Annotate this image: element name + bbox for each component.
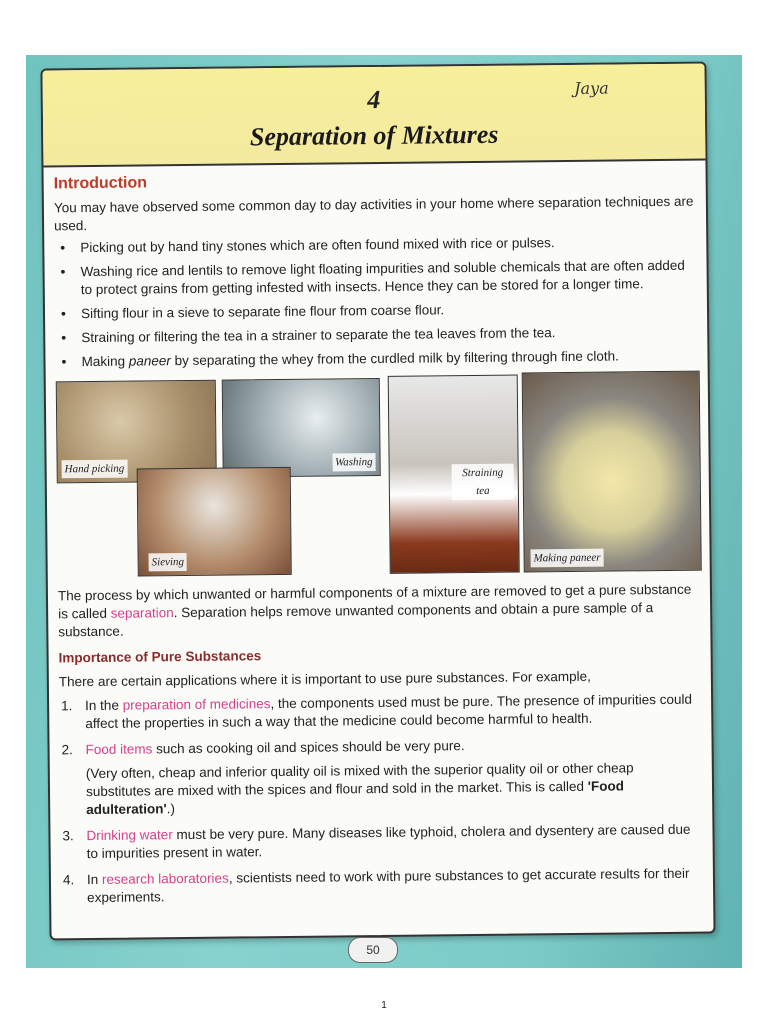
highlight-term: research laboratories <box>101 870 229 887</box>
text: In the <box>85 697 123 714</box>
paneer-term: paneer <box>128 353 171 369</box>
importance-heading: Importance of Pure Substances <box>58 648 262 666</box>
text: Making <box>81 353 129 370</box>
separation-definition <box>58 581 701 642</box>
item-number: 4. <box>62 872 75 888</box>
text: In <box>86 871 103 888</box>
text: (Very often, cheap and inferior quality oil is mixed with the superior quality oil or other cheap substitutes are mixed with the spices and flour and sold in the market. This is called <box>85 760 634 800</box>
photo-caption: Washing <box>332 453 376 471</box>
text: by separating the whey from the curdled milk by filtering through fine cloth. <box>170 348 619 369</box>
washing-photo <box>222 378 381 478</box>
text: , scientists need to work with pure substances to get accurate results for their experiments. <box>87 865 690 906</box>
photo-caption: Hand picking <box>62 460 128 479</box>
item-number: 3. <box>62 828 74 844</box>
list-item <box>59 735 702 820</box>
highlight-term: Food items <box>85 741 153 758</box>
food-adulteration-term: 'Food adulteration' <box>86 778 625 818</box>
text: . Separation helps remove unwanted components and obtain a pure sample of a substance. <box>58 600 654 640</box>
list-item <box>55 347 697 372</box>
chapter-title: Separation of Mixtures <box>249 119 499 152</box>
photo-caption: Making paneer <box>531 549 604 568</box>
text: .) <box>166 801 176 817</box>
photo-caption: Sieving <box>149 553 188 571</box>
list-item: • Washing rice and lentils to remove light floating impurities and soluble chemicals that are often added to protect grains from getting infested with insects. Hence they can be stored for a longer time. <box>54 257 696 300</box>
item-number: 1. <box>61 698 73 714</box>
textbook-page <box>40 62 715 941</box>
list-item: • Straining or filtering the tea in a strainer to separate the tea leaves from the tea. <box>55 323 697 348</box>
footer-page-index: 1 <box>381 1000 387 1011</box>
list-item <box>61 865 703 908</box>
text: must be very pure. Many diseases like typhoid, cholera and dysentery are caused due to impurities present in water. <box>86 821 691 862</box>
adulteration-note <box>86 759 703 819</box>
list-item <box>60 821 702 864</box>
highlight-term: preparation of medicines <box>122 696 271 713</box>
intro-paragraph: You may have observed some common day to day activities in your home where separation techniques are used. <box>53 193 694 234</box>
item-number: 2. <box>61 742 73 758</box>
straining-tea-photo <box>388 375 520 574</box>
separation-term: separation <box>110 605 174 621</box>
introduction-heading: Introduction <box>53 174 148 193</box>
activity-list <box>54 233 697 372</box>
list-item <box>59 691 701 734</box>
list-item: • Sifting flour in a sieve to separate fine flour from coarse flour. <box>55 299 697 324</box>
photo-collage <box>56 375 700 580</box>
page-number: 50 <box>348 937 398 963</box>
page-content <box>54 169 704 916</box>
photo-caption: Straining tea <box>452 464 514 501</box>
sieving-photo <box>137 467 292 577</box>
chapter-number: 4 <box>367 84 381 115</box>
text: , the components used must be pure. The presence of impurities could affect the properties in such a way that the medicine could become harmful to health. <box>85 691 693 732</box>
text: such as cooking oil and spices should be very pure. <box>152 738 465 757</box>
highlight-term: Drinking water <box>86 827 173 844</box>
list-item: • Picking out by hand tiny stones which are often found mixed with rice or pulses. <box>54 233 696 258</box>
making-paneer-photo <box>522 371 702 573</box>
importance-intro: There are certain applications where it is important to use pure substances. For example, <box>58 668 591 690</box>
importance-list <box>59 691 703 908</box>
text: The process by which unwanted or harmful components of a mixture are removed to get a pure substance is called <box>57 581 692 622</box>
chapter-header <box>42 64 705 168</box>
handwritten-mark: Jaya <box>574 78 609 98</box>
